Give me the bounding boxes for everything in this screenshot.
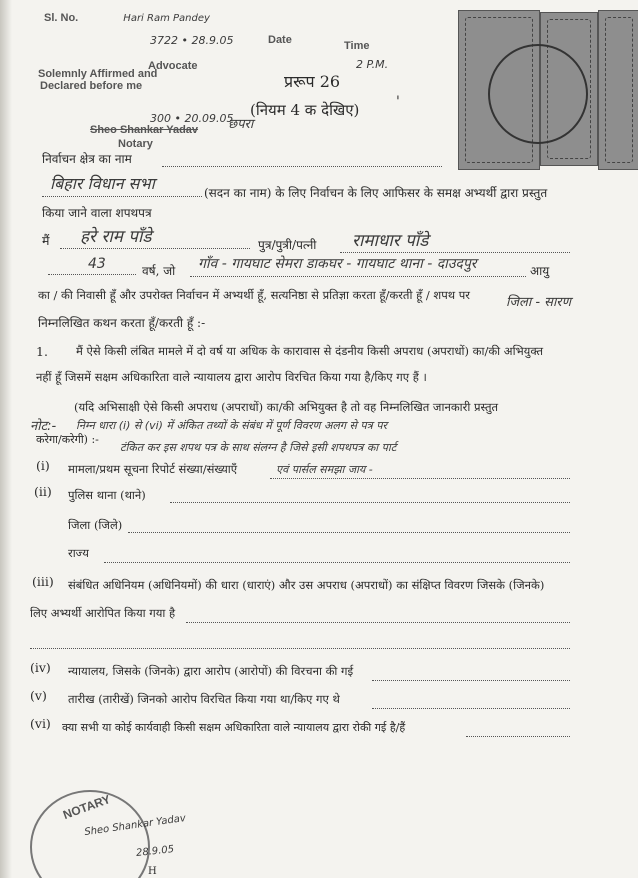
district-label: जिला (जिले) bbox=[68, 518, 123, 532]
candidate-name-value: हरे राम पाँडे bbox=[80, 227, 152, 247]
stamp-value-name: Hari Ram Pandey bbox=[123, 13, 210, 24]
item-vi-number: (vi) bbox=[30, 716, 51, 731]
stamp-cancellation-circle bbox=[488, 44, 588, 144]
district-line bbox=[128, 532, 570, 533]
hw-note-line-2: टंकित कर इस शपथ पत्र के साथ संलग्न है जिसे इसी शपथपत्र का पार्ट bbox=[120, 441, 397, 454]
house-name-value: बिहार विधान सभा bbox=[50, 174, 155, 193]
house-name-suffix: (सदन का नाम) के लिए निर्वाचन के लिए आफिसर के समक्ष अभ्यर्थी द्वारा प्रस्तुत bbox=[204, 186, 548, 200]
father-name-line bbox=[340, 252, 570, 253]
notary-seal-text: NOTARY bbox=[61, 791, 113, 823]
item-v-label: तारीख (तारीखें) जिनको आरोप विरचित किया गया था/किए गए थे bbox=[68, 692, 340, 706]
rule-reference: (नियम 4 क देखिए) bbox=[250, 101, 360, 119]
father-name-value: रामाधार पाँडे bbox=[352, 231, 429, 251]
item-v-number: (v) bbox=[30, 688, 47, 703]
stamp-line-1 bbox=[44, 12, 210, 24]
item-i-label: मामला/प्रथम सूचना रिपोर्ट संख्या/संख्याएँ bbox=[68, 462, 238, 476]
notary-seal-sign: Sheo Shankar Yadav bbox=[83, 812, 187, 839]
stamp-signatory: Sheo Shankar Yadav bbox=[90, 124, 199, 136]
district-value: जिला - सारण bbox=[506, 295, 572, 310]
candidate-name-line bbox=[60, 248, 250, 249]
item1-note-a: (यदि अभिसाक्षी ऐसे किसी अपराध (अपराधों) का/की अभियुक्त है तो वह निम्नलिखित जानकारी प्रस्तुत bbox=[74, 400, 499, 414]
hw-note-label: नोट:- bbox=[30, 419, 57, 434]
item-iv-number: (iv) bbox=[30, 660, 51, 675]
form-title: प्ररूप 26 bbox=[284, 72, 341, 91]
stamp-note: 300 • 20.09.05 bbox=[150, 112, 234, 125]
item-iii-line-2 bbox=[30, 648, 570, 649]
stamp-line-2 bbox=[150, 34, 233, 47]
address-value: गाँव - गायघाट सेमरा डाकघर - गायघाट थाना - दाउदपुर bbox=[198, 256, 477, 272]
hw-note-line-1: निम्न धारा (i) से (vi) में अंकित तथ्यों के संबंध में पूर्ण विवरण अलग से पत्र पर bbox=[76, 419, 387, 432]
seal-mark: H bbox=[148, 866, 157, 877]
item-ii-number: (ii) bbox=[34, 484, 52, 499]
stamp-date-label: Date bbox=[268, 34, 292, 46]
stamp-solemnly: Solemnly Affirmed and bbox=[38, 68, 158, 80]
age-line bbox=[48, 274, 136, 275]
item-vi-label: क्या सभी या कोई कार्यवाही किसी सक्षम अधिकारिता वाले न्यायालय द्वारा रोकी गई है/हैं bbox=[62, 721, 406, 734]
item-vi-line bbox=[466, 736, 570, 737]
age-label: आयु bbox=[530, 264, 550, 278]
item-ii-label: पुलिस थाना (थाने) bbox=[68, 488, 146, 502]
age-value: 43 bbox=[88, 256, 106, 272]
item1-text-a: मैं ऐसे किसी लंबित मामले में दो वर्ष या अधिक के कारावास से दंडनीय किसी अपराध (अपराधों) का/की अभियुक्त bbox=[76, 344, 544, 358]
age-mid-text: वर्ष, जो bbox=[142, 264, 176, 278]
hw-note-line-3: एवं पार्सल समझा जाय - bbox=[276, 463, 373, 476]
item1-number: 1. bbox=[36, 344, 48, 359]
main-prefix: मैं bbox=[42, 233, 50, 248]
item1-note-b: करेगा/करेगी) :- bbox=[36, 433, 99, 446]
constituency-line bbox=[162, 166, 442, 167]
stamp-place: छपरा bbox=[228, 117, 254, 132]
resident-text: का / की निवासी हूँ और उपरोक्त निर्वाचन में अभ्यर्थी हूँ, सत्यनिष्ठा से प्रतिज्ञा करता हूँ/करती हूँ / शपथ पर bbox=[38, 288, 470, 302]
notary-seal-date: 28.9.05 bbox=[135, 844, 175, 859]
stamp-time-value: 2 P.M. bbox=[356, 58, 389, 71]
item-i-number: (i) bbox=[36, 458, 50, 473]
item-v-line bbox=[372, 708, 570, 709]
state-label: राज्य bbox=[68, 546, 89, 560]
stamp-label-slno: Sl. No. bbox=[44, 12, 79, 24]
item-iv-label: न्यायालय, जिसके (जिनके) द्वारा आरोप (आरोपों) की विरचना की गई bbox=[68, 664, 354, 678]
item-iii-label-cont: लिए अभ्यर्थी आरोपित किया गया है bbox=[30, 606, 176, 620]
item-iii-line-1 bbox=[186, 622, 570, 623]
stamp-value-number: 3722 • 28.9.05 bbox=[150, 34, 234, 47]
left-edge-shadow bbox=[0, 0, 12, 878]
item-iii-number: (iii) bbox=[32, 574, 54, 589]
revenue-stamp-3 bbox=[598, 10, 638, 170]
stamp-time-label: Time bbox=[344, 40, 370, 52]
item-iii-label: संबंधित अधिनियम (अधिनियमों) की धारा (धाराएं) और उस अपराध (अपराधों) का संक्षिप्त विवरण जिसके (जिनके) bbox=[68, 578, 545, 592]
stamp-declared: Declared before me bbox=[40, 80, 143, 92]
constituency-label: निर्वाचन क्षेत्र का नाम bbox=[42, 152, 132, 166]
item-ii-line bbox=[170, 502, 570, 503]
statement-text: निम्नलिखित कथन करता हूँ/करती हूँ :- bbox=[38, 316, 206, 330]
corner-mark: ' bbox=[396, 94, 400, 110]
address-line bbox=[190, 276, 526, 277]
affidavit-line: किया जाने वाला शपथपत्र bbox=[42, 206, 152, 220]
item-iv-line bbox=[372, 680, 570, 681]
item-i-line bbox=[270, 478, 570, 479]
house-name-line bbox=[42, 196, 202, 197]
stamp-advocate: Advocate bbox=[148, 60, 198, 72]
stamp-signatory-role: Notary bbox=[118, 138, 153, 150]
item1-text-b: नहीं हूँ जिसमें सक्षम अधिकारिता वाले न्यायालय द्वारा आरोप विरचित किया गया है/किए गए हैं । bbox=[36, 370, 427, 384]
state-line bbox=[104, 562, 570, 563]
relation-label: पुत्र/पुत्री/पत्नी bbox=[258, 238, 317, 252]
